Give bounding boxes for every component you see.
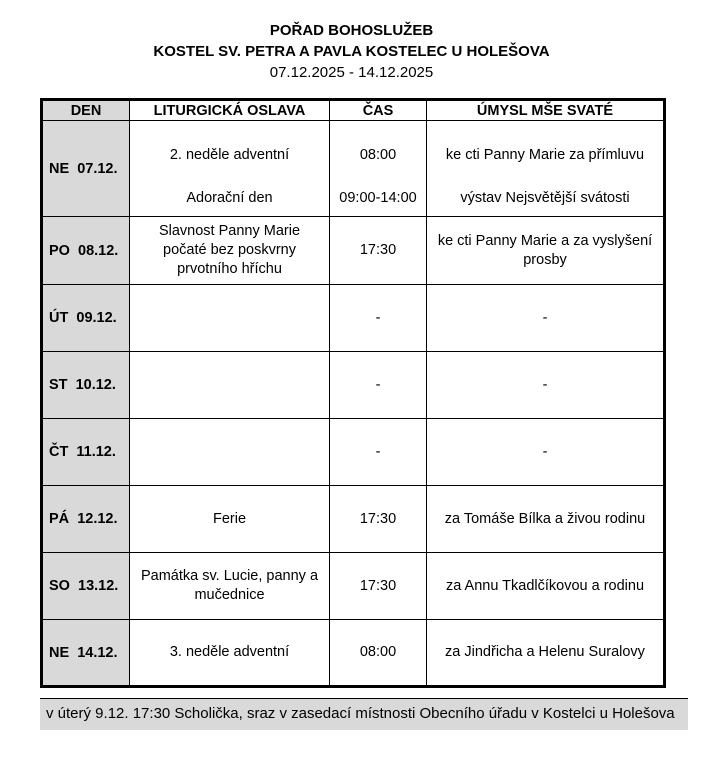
service-schedule-table: [40, 98, 666, 688]
intention-cell: ke cti Panny Marie a za vyslyšení prosby: [427, 217, 665, 285]
celebration-line-2: Adorační den: [186, 190, 273, 207]
document-subtitle: KOSTEL SV. PETRA A PAVLA KOSTELEC U HOLEŠOVA: [153, 43, 550, 60]
column-header-cas: ČAS: [330, 100, 427, 121]
celebration-cell: Památka sv. Lucie, panny a mučednice: [130, 553, 330, 620]
intention-cell: za Tomáše Bílka a živou rodinu: [427, 486, 665, 553]
time-line-2: 09:00-14:00: [339, 190, 417, 207]
celebration-cell: Slavnost Panny Marie počaté bez poskvrny prvotního hříchu: [130, 217, 330, 285]
intention-cell: -: [427, 352, 665, 419]
celebration-cell: 3. neděle adventní: [130, 620, 330, 687]
table-header-row: [42, 100, 665, 121]
intention-cell: -: [427, 285, 665, 352]
table-row: [42, 285, 665, 352]
intention-cell: za Annu Tkadlčíkovou a rodinu: [427, 553, 665, 620]
time-cell: [330, 121, 427, 217]
day-cell: NE 14.12.: [42, 620, 130, 687]
day-cell: ST 10.12.: [42, 352, 130, 419]
footer-note: v úterý 9.12. 17:30 Scholička, sraz v zasedací místnosti Obecního úřadu v Kostelci u Holešova: [40, 698, 688, 730]
celebration-cell: [130, 419, 330, 486]
intention-line-2: výstav Nejsvětější svátosti: [460, 190, 630, 207]
intention-cell: [427, 121, 665, 217]
day-cell: ČT 11.12.: [42, 419, 130, 486]
celebration-line-1: 2. neděle adventní: [169, 146, 290, 163]
celebration-cell: Ferie: [130, 486, 330, 553]
intention-line-1: ke cti Panny Marie za přímluvu: [445, 146, 645, 163]
time-cell: -: [330, 285, 427, 352]
celebration-cell: [130, 352, 330, 419]
time-cell: -: [330, 419, 427, 486]
time-cell: 08:00: [330, 620, 427, 687]
time-cell: 17:30: [330, 553, 427, 620]
date-range: 07.12.2025 - 14.12.2025: [269, 64, 434, 81]
column-header-liturgicka-oslava: LITURGICKÁ OSLAVA: [130, 100, 330, 121]
document-title: POŘAD BOHOSLUŽEB: [269, 22, 434, 39]
table-row: [42, 419, 665, 486]
table-row: [42, 620, 665, 687]
table-row: [42, 352, 665, 419]
time-line-1: 08:00: [359, 146, 397, 163]
celebration-cell: [130, 121, 330, 217]
table-row: [42, 121, 665, 217]
day-cell: SO 13.12.: [42, 553, 130, 620]
time-cell: 17:30: [330, 486, 427, 553]
document-header: [40, 20, 663, 83]
day-cell: PO 08.12.: [42, 217, 130, 285]
table-row: [42, 217, 665, 285]
column-header-umysl: ÚMYSL MŠE SVATÉ: [427, 100, 665, 121]
intention-cell: za Jindřicha a Helenu Suralovy: [427, 620, 665, 687]
day-cell: NE 07.12.: [42, 121, 130, 217]
table-row: [42, 486, 665, 553]
celebration-cell: [130, 285, 330, 352]
time-cell: -: [330, 352, 427, 419]
day-cell: ÚT 09.12.: [42, 285, 130, 352]
day-cell: PÁ 12.12.: [42, 486, 130, 553]
intention-cell: -: [427, 419, 665, 486]
time-cell: 17:30: [330, 217, 427, 285]
column-header-den: DEN: [42, 100, 130, 121]
table-row: [42, 553, 665, 620]
